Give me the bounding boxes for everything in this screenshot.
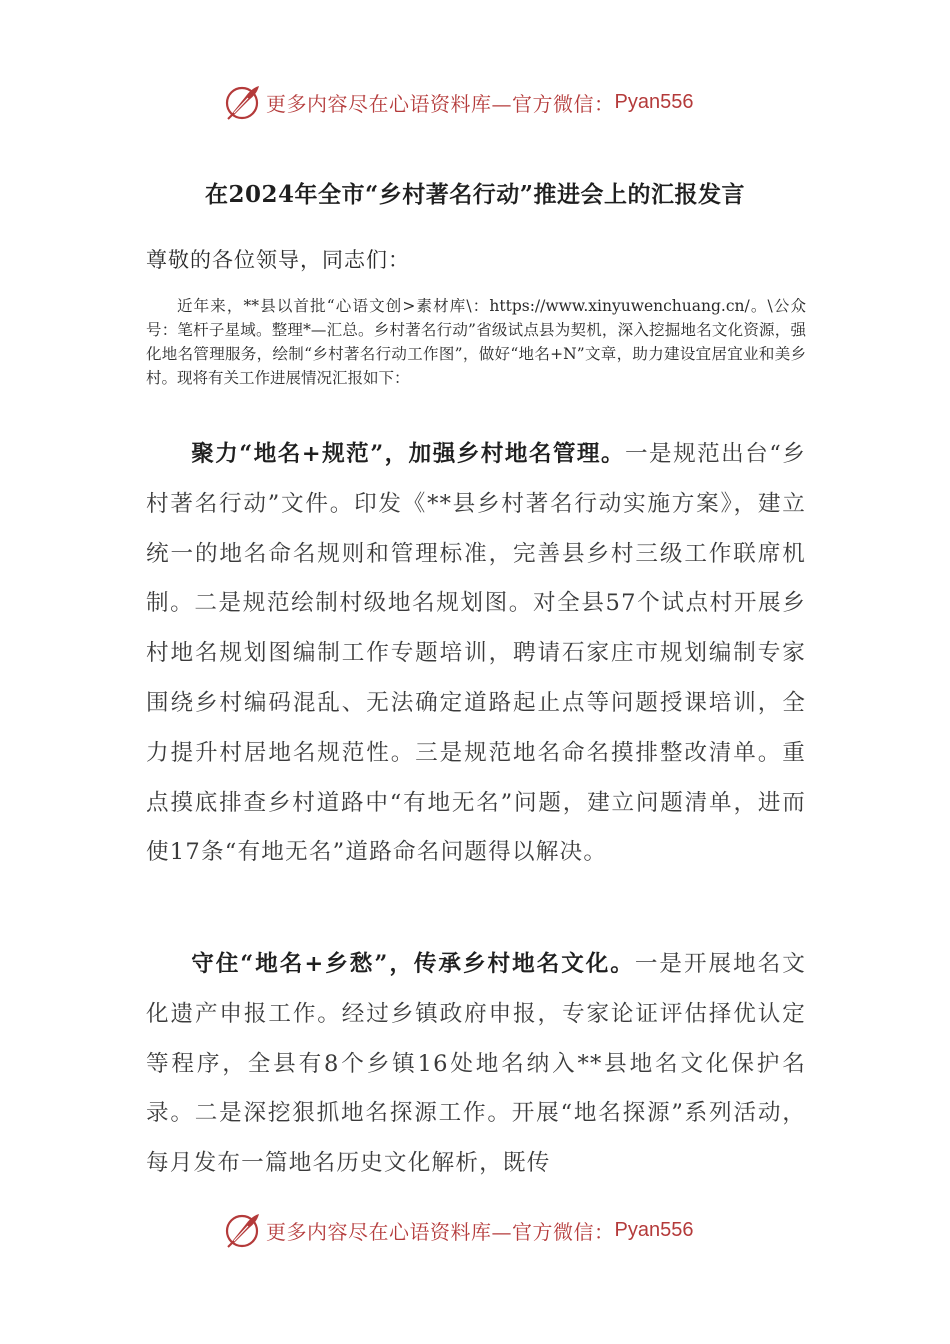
header-watermark-banner — [222, 80, 742, 124]
banner-text: 更多内容尽在心语资料库—官方微信： — [266, 91, 615, 116]
banner-text: 更多内容尽在心语资料库—官方微信： — [266, 1219, 615, 1244]
section-paragraph-1 — [146, 430, 806, 878]
banner-wechat-id: Pyan556 — [614, 1218, 694, 1241]
banner-wechat-id: Pyan556 — [614, 90, 694, 113]
section-body-1: 一是规范出台“乡村著名行动”文件。印发《**县乡村著名行动实施方案》，建立统一的地名命名规则和管理标准，完善县乡村三级工作联席机制。二是规范绘制村级地名规划图。对全县57个试点村开展乡村地名规划图编制工作专题培训，聘请石家庄市规划编制专家围绕乡村编码混乱、无法确定道路起止点等问题授课培训，全力提升村居地名规范性。三是规范地名命名摸排整改清单。重点摸底排查乡村道路中“有地无名”问题，建立问题清单，进而使17条“有地无名”道路命名问题得以解决。 — [146, 441, 806, 866]
intro-paragraph: 近年来，**县以首批“心语文创>素材库\：https://www.xinyuwenchuang.cn/。\公众号：笔杆子星域。整理*—汇总。乡村著名行动”省级试点县为契机，深入挖掘地名文化资源，强化地名管理服务，绘制“乡村著名行动工作图”，做好“地名+N”文章，助力建设宜居宜业和美乡村。现将有关工作进展情况汇报如下： — [146, 297, 806, 387]
section-body-2: 一是开展地名文化遗产申报工作。经过乡镇政府申报，专家论证评估择优认定等程序，全县有8个乡镇16处地名纳入**县地名文化保护名录。二是深挖狠抓地名探源工作。开展“地名探源”系列活动，每月发布一篇地名历史文化解析，既传 — [146, 951, 806, 1177]
greeting: 尊敬的各位领导，同志们： — [146, 248, 410, 272]
section-heading-1: 聚力“地名+规范”，加强乡村地名管理。 — [191, 441, 625, 467]
section-heading-2: 守住“地名+乡愁”，传承乡村地名文化。 — [191, 951, 635, 977]
document-title: 在2024年全市“乡村著名行动”推进会上的汇报发言 — [205, 181, 745, 208]
quill-pen-logo-icon — [222, 82, 262, 122]
footer-watermark-banner — [222, 1208, 742, 1252]
section-paragraph-2 — [146, 940, 806, 1189]
quill-pen-logo-icon — [222, 1210, 262, 1250]
